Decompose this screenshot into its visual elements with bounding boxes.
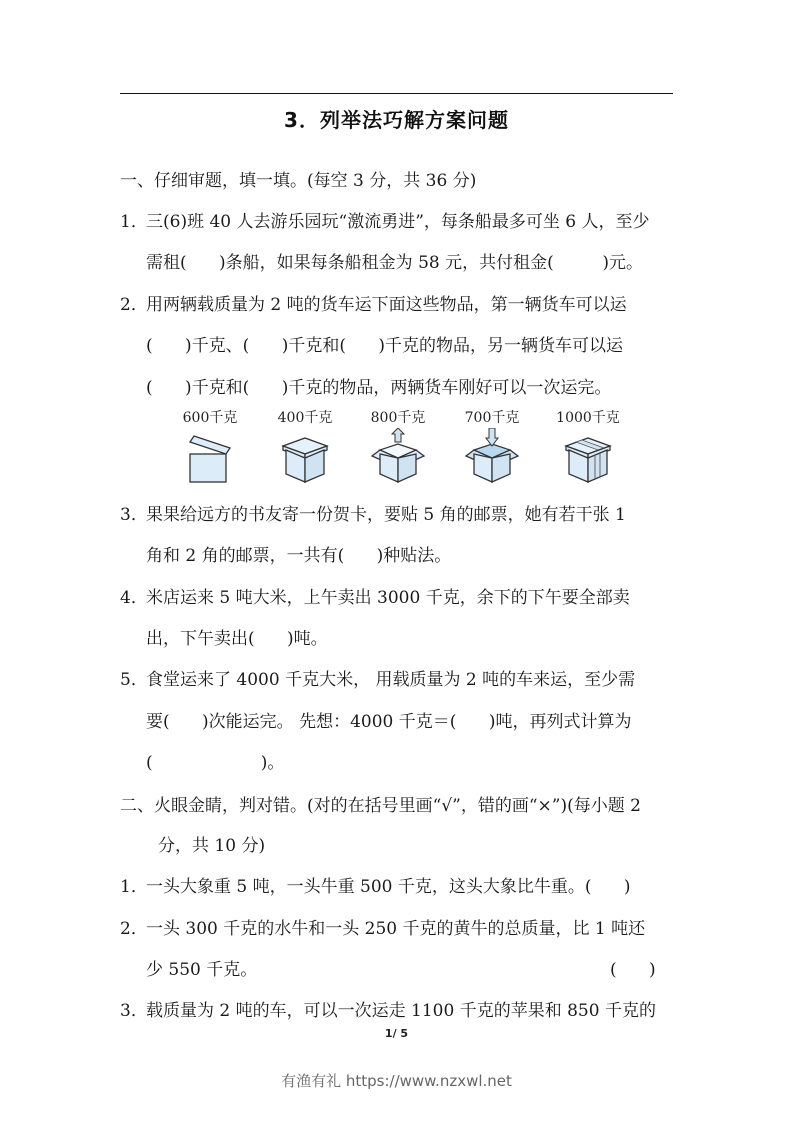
box-weight-label: 1000千克 <box>556 410 620 426</box>
question-text: 米店运来 5 吨大米，上午卖出 3000 千克，余下的下午要全部卖 <box>146 588 630 608</box>
question-number: 5． <box>120 670 148 690</box>
open-box-arrow-down-icon <box>462 428 522 484</box>
box-weight-label: 800千克 <box>370 410 426 426</box>
section-1-heading: 一、仔细审题，填一填。(每空 3 分，共 36 分) <box>120 171 477 191</box>
box-illustrations <box>170 410 630 490</box>
box-weight-label: 400千克 <box>277 410 333 426</box>
question-5-line-2: 要( )次能运完。 先想：4000 千克＝( )吨，再列式计算为 <box>146 712 632 732</box>
tf-question-2-answer-blank: ( ) <box>610 960 656 980</box>
watermark: 有渔有礼 https://www.nzxwl.net <box>281 1072 512 1090</box>
question-number: 2． <box>120 919 148 939</box>
tf-question-3-line-1 <box>120 1000 656 1022</box>
box-weight-label: 700千克 <box>464 410 520 426</box>
closed-box-icon <box>275 428 335 484</box>
question-number: 1． <box>120 212 148 232</box>
page-number: 1/ 5 <box>384 1027 409 1040</box>
box-item-700 <box>452 410 532 484</box>
section-2-heading-line-1: 二、火眼金睛，判对错。(对的在括号里画“√”，错的画“×”)(每小题 2 <box>120 796 641 816</box>
page-title: 3．列举法巧解方案问题 <box>284 108 509 132</box>
question-text: 一头大象重 5 吨，一头牛重 500 千克，这头大象比牛重。( ) <box>146 877 631 897</box>
question-1-line-2: 需租( )条船，如果每条船租金为 58 元，共付租金( )元。 <box>146 253 644 273</box>
header-rule <box>120 93 673 94</box>
question-1-line-1 <box>120 211 650 233</box>
question-text: 载质量为 2 吨的车，可以一次运走 1100 千克的苹果和 850 千克的 <box>146 1001 656 1021</box>
question-4-line-1 <box>120 587 630 609</box>
question-3-line-1 <box>120 504 626 526</box>
box-item-800 <box>358 410 438 484</box>
question-text: 用两辆载质量为 2 吨的货车运下面这些物品，第一辆货车可以运 <box>146 295 627 315</box>
question-2-line-2: ( )千克、( )千克和( )千克的物品，另一辆货车可以运 <box>146 336 624 356</box>
question-5-line-3: ( )。 <box>146 753 285 773</box>
question-text: 果果给远方的书友寄一份贺卡，要贴 5 角的邮票，她有若干张 1 <box>146 505 626 525</box>
question-4-line-2: 出，下午卖出( )吨。 <box>146 629 328 649</box>
question-2-line-1 <box>120 294 627 316</box>
question-number: 3． <box>120 505 148 525</box>
question-text: 一头 300 千克的水牛和一头 250 千克的黄牛的总质量，比 1 吨还 <box>146 919 646 939</box>
box-item-600 <box>170 410 250 484</box>
question-number: 2． <box>120 295 148 315</box>
box-weight-label: 600千克 <box>182 410 238 426</box>
question-5-line-1 <box>120 669 635 691</box>
open-lid-box-icon <box>180 428 240 484</box>
question-3-line-2: 角和 2 角的邮票，一共有( )种贴法。 <box>146 546 452 566</box>
question-number: 1． <box>120 877 148 897</box>
tf-question-1 <box>120 876 631 898</box>
taped-box-icon <box>558 428 618 484</box>
tf-question-2-line-2: 少 550 千克。 <box>146 960 258 980</box>
question-text: 三(6)班 40 人去游乐园玩“激流勇进”，每条船最多可坐 6 人，至少 <box>146 212 650 232</box>
question-text: 食堂运来了 4000 千克大米， 用载质量为 2 吨的车来运，至少需 <box>146 670 636 690</box>
tf-question-2-line-1 <box>120 918 645 940</box>
open-box-arrow-up-icon <box>368 428 428 484</box>
box-item-1000 <box>548 410 628 484</box>
box-item-400 <box>265 410 345 484</box>
question-2-line-3: ( )千克和( )千克的物品，两辆货车刚好可以一次运完。 <box>146 378 612 398</box>
section-2-heading-line-2: 分，共 10 分) <box>158 836 266 856</box>
question-number: 3． <box>120 1001 148 1021</box>
question-number: 4． <box>120 588 148 608</box>
